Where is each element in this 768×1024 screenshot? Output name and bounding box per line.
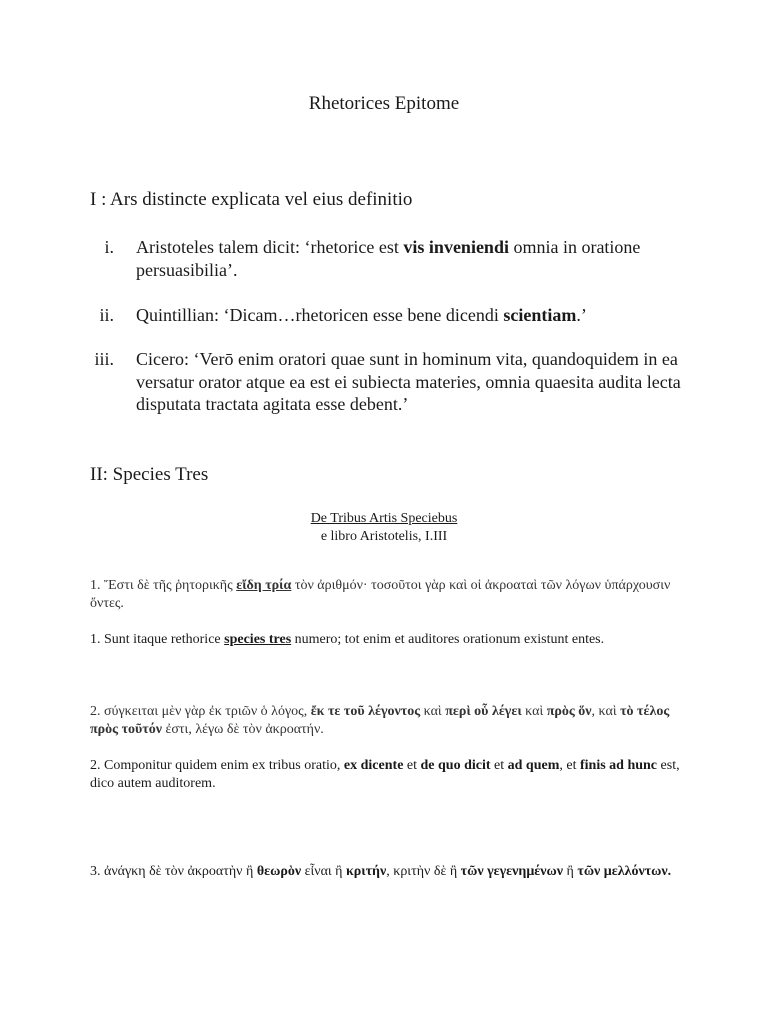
underlined-key-term: species tres	[224, 632, 292, 647]
text-run: omnia in oratione persuasibilia’.	[136, 237, 641, 280]
text-run: est, dico autem auditorem.	[90, 758, 680, 791]
bold-phrase: ex dicente	[343, 758, 404, 773]
bold-phrase: τῶν μελλόντων.	[577, 864, 672, 879]
text-run: et	[403, 758, 421, 773]
paragraph-greek-3	[90, 863, 680, 881]
paragraph-latin-1	[90, 631, 680, 649]
text-run: .’	[576, 305, 587, 325]
list-text	[136, 236, 696, 281]
text-run: 3. ἀνάγκη δὲ τὸν ἀκροατὴν ἢ	[90, 864, 257, 879]
list-number: ii.	[99, 305, 114, 325]
text-run: Cicero: ‘Verō enim oratori quae sunt in hominum vita, quandoquidem in ea versatur orator atque ea est ei subiecta materies, omnia quaesita audita lecta disputata tractata agitata esse debent.’	[136, 349, 681, 414]
text-run: 1. Sunt itaque rethorice	[90, 632, 225, 647]
text-run: , καὶ	[591, 704, 621, 719]
bold-phrase: περὶ οὗ λέγει	[445, 704, 522, 719]
text-run: τὸν ἀριθμόν· τοσοῦτοι γὰρ καὶ οἱ ἀκροαταὶ τῶν λόγων ὑπάρχουσιν ὄντες.	[90, 578, 671, 611]
bold-phrase: θεωρὸν	[256, 864, 302, 879]
text-run: 2. Componitur quidem enim ex tribus oratio,	[90, 758, 344, 773]
paragraph-greek-2	[90, 703, 680, 739]
list-text	[136, 348, 696, 416]
text-run: , κριτὴν δὲ ἢ	[386, 864, 461, 879]
bold-phrase: τῶν γεγενημένων	[460, 864, 564, 879]
text-run: ἐστι, λέγω δὲ τὸν ἀκροατήν.	[162, 722, 324, 737]
list-number: i.	[104, 237, 114, 257]
bold-phrase: τὸ τέλος πρὸς τοῦτόν	[90, 704, 670, 737]
section-heading-species: II: Species Tres	[90, 464, 209, 485]
bold-phrase: ad quem	[507, 758, 560, 773]
text-run: ἢ	[563, 864, 578, 879]
bold-phrase: vis inveniendi	[403, 237, 509, 257]
text-run: Aristoteles talem dicit: ‘rhetorice est	[136, 237, 404, 257]
text-run: , et	[559, 758, 580, 773]
section-subtitle: De Tribus Artis Speciebus	[310, 511, 458, 526]
text-run: 2. σύγκειται μὲν γὰρ ἐκ τριῶν ὁ λόγος,	[90, 704, 311, 719]
source-citation: e libro Aristotelis, I.III	[320, 529, 448, 544]
paragraph-greek-1	[90, 577, 680, 613]
text-run: καὶ	[521, 704, 547, 719]
text-run: 1. Ἔστι δὲ τῆς ῥητορικῆς	[90, 578, 237, 593]
bold-phrase: ἔκ τε τοῦ λέγοντος	[310, 704, 421, 719]
underlined-key-term: εἴδη τρία	[236, 578, 292, 593]
list-text	[136, 304, 696, 327]
text-run: numero; tot enim et auditores orationum existunt entes.	[291, 632, 605, 647]
text-run: et	[490, 758, 508, 773]
text-run: εἶναι ἢ	[301, 864, 346, 879]
bold-phrase: scientiam	[503, 305, 577, 325]
text-run: Quintillian: ‘Dicam…rhetoricen esse bene dicendi	[136, 305, 504, 325]
document-title: Rhetorices Epitome	[308, 93, 460, 114]
bold-phrase: πρὸς ὅν	[546, 704, 592, 719]
list-number: iii.	[94, 349, 114, 369]
section-heading-definition: I : Ars distincte explicata vel eius definitio	[90, 189, 413, 210]
bold-phrase: finis ad hunc	[579, 758, 658, 773]
paragraph-latin-2	[90, 757, 680, 793]
bold-phrase: de quo dicit	[420, 758, 491, 773]
text-run: καὶ	[420, 704, 446, 719]
bold-phrase: κριτήν	[346, 864, 387, 879]
